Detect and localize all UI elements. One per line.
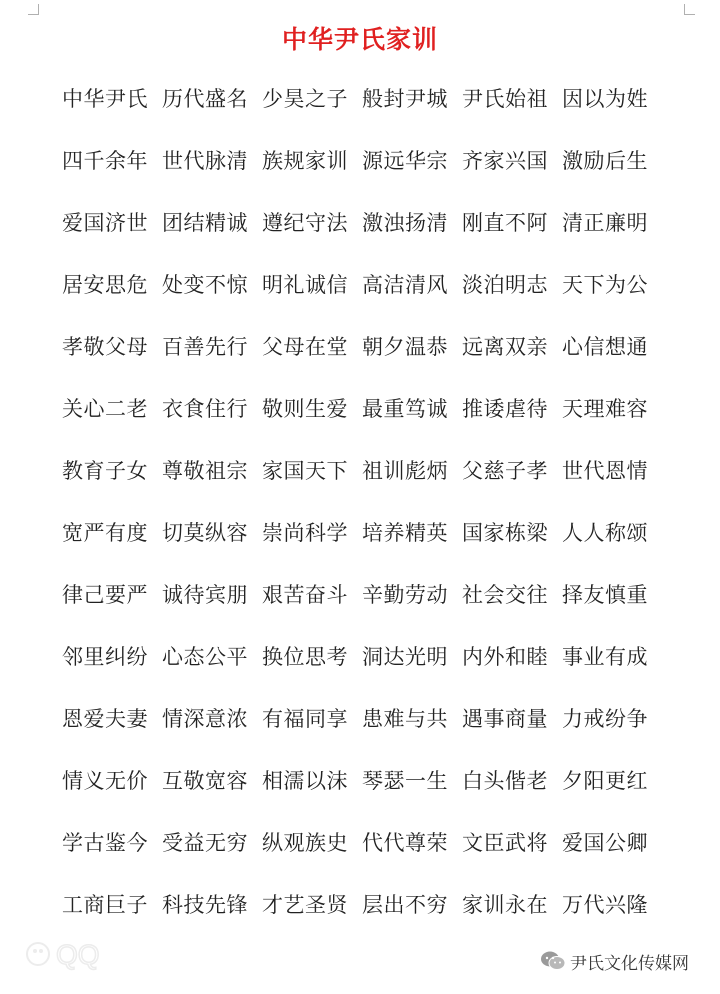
phrase-cell: 心态公平 [162, 645, 248, 669]
phrase-cell: 国家栋梁 [462, 521, 548, 545]
phrase-cell: 齐家兴国 [462, 149, 548, 173]
phrase-cell: 情义无价 [62, 769, 148, 793]
page-corner-mark-right [684, 4, 695, 15]
phrase-cell: 事业有成 [562, 645, 648, 669]
text-row [62, 192, 662, 254]
phrase-cell: 源远华宗 [362, 149, 448, 173]
phrase-cell: 远离双亲 [462, 335, 548, 359]
phrase-cell: 族规家训 [262, 149, 348, 173]
phrase-cell: 崇尚科学 [262, 521, 348, 545]
text-row [62, 564, 662, 626]
phrase-cell: 心信想通 [562, 335, 648, 359]
phrase-cell: 有福同享 [262, 707, 348, 731]
text-row [62, 688, 662, 750]
phrase-cell: 因以为姓 [562, 87, 648, 111]
phrase-cell: 最重笃诚 [362, 397, 448, 421]
phrase-cell: 敬则生爱 [262, 397, 348, 421]
phrase-cell: 培养精英 [362, 521, 448, 545]
phrase-cell: 择友慎重 [562, 583, 648, 607]
phrase-cell: 淡泊明志 [462, 273, 548, 297]
phrase-cell: 学古鉴今 [62, 831, 148, 855]
text-row [62, 440, 662, 502]
phrase-cell: 推诿虐待 [462, 397, 548, 421]
text-row [62, 812, 662, 874]
phrase-cell: 互敬宽容 [162, 769, 248, 793]
watermark-text: 尹氏文化传媒网 [570, 953, 689, 974]
phrase-cell: 世代脉清 [162, 149, 248, 173]
phrase-cell: 内外和睦 [462, 645, 548, 669]
phrase-cell: 律己要严 [62, 583, 148, 607]
phrase-cell: 父母在堂 [262, 335, 348, 359]
phrase-cell: 才艺圣贤 [262, 893, 348, 917]
phrase-cell: 社会交往 [462, 583, 548, 607]
qq-logo-icon [22, 928, 132, 978]
phrase-cell: 高洁清风 [362, 273, 448, 297]
phrase-cell: 天下为公 [562, 273, 648, 297]
page-corner-mark-left [28, 4, 39, 15]
wechat-icon [540, 950, 566, 972]
phrase-cell: 中华尹氏 [62, 87, 148, 111]
phrase-cell: 工商巨子 [62, 893, 148, 917]
phrase-cell: 相濡以沫 [262, 769, 348, 793]
phrase-cell: 恩爱夫妻 [62, 707, 148, 731]
phrase-cell: 居安思危 [62, 273, 148, 297]
phrase-cell: 万代兴隆 [562, 893, 648, 917]
source-watermark [540, 948, 689, 974]
phrase-cell: 父慈子孝 [462, 459, 548, 483]
phrase-cell: 孝敬父母 [62, 335, 148, 359]
phrase-cell: 清正廉明 [562, 211, 648, 235]
phrase-cell: 琴瑟一生 [362, 769, 448, 793]
document-title: 中华尹氏家训 [281, 25, 438, 54]
phrase-cell: 朝夕温恭 [362, 335, 448, 359]
phrase-cell: 夕阳更红 [562, 769, 648, 793]
phrase-cell: 历代盛名 [162, 87, 248, 111]
phrase-cell: 力戒纷争 [562, 707, 648, 731]
phrase-cell: 四千余年 [62, 149, 148, 173]
phrase-cell: 人人称颂 [562, 521, 648, 545]
phrase-cell: 天理难容 [562, 397, 648, 421]
text-row [62, 254, 662, 316]
phrase-cell: 白头偕老 [462, 769, 548, 793]
text-row [62, 750, 662, 812]
phrase-cell: 明礼诚信 [262, 273, 348, 297]
phrase-cell: 诚待宾朋 [162, 583, 248, 607]
text-row [62, 626, 662, 688]
phrase-cell: 激励后生 [562, 149, 648, 173]
phrase-cell: 情深意浓 [162, 707, 248, 731]
phrase-cell: 邻里纠纷 [62, 645, 148, 669]
phrase-cell: 科技先锋 [162, 893, 248, 917]
phrase-cell: 换位思考 [262, 645, 348, 669]
phrase-cell: 纵观族史 [262, 831, 348, 855]
phrase-cell: 艰苦奋斗 [262, 583, 348, 607]
phrase-cell: 激浊扬清 [362, 211, 448, 235]
text-row [62, 68, 662, 130]
phrase-cell: 患难与共 [362, 707, 448, 731]
text-row [62, 874, 662, 936]
phrase-cell: 尊敬祖宗 [162, 459, 248, 483]
phrase-cell: 少昊之子 [262, 87, 348, 111]
phrase-cell: 文臣武将 [462, 831, 548, 855]
phrase-cell: 爱国济世 [62, 211, 148, 235]
phrase-cell: 教育子女 [62, 459, 148, 483]
text-row [62, 378, 662, 440]
phrase-cell: 爱国公卿 [562, 831, 648, 855]
phrase-cell: 处变不惊 [162, 273, 248, 297]
text-row [62, 502, 662, 564]
phrase-cell: 洞达光明 [362, 645, 448, 669]
phrase-cell: 遇事商量 [462, 707, 548, 731]
phrase-cell: 世代恩情 [562, 459, 648, 483]
phrase-cell: 般封尹城 [362, 87, 448, 111]
text-grid [62, 68, 662, 936]
phrase-cell: 辛勤劳动 [362, 583, 448, 607]
phrase-cell: 家国天下 [262, 459, 348, 483]
phrase-cell: 祖训彪炳 [362, 459, 448, 483]
phrase-cell: 衣食住行 [162, 397, 248, 421]
phrase-cell: 切莫纵容 [162, 521, 248, 545]
phrase-cell: 层出不穷 [362, 893, 448, 917]
text-row [62, 316, 662, 378]
phrase-cell: 家训永在 [462, 893, 548, 917]
text-row [62, 130, 662, 192]
phrase-cell: 代代尊荣 [362, 831, 448, 855]
phrase-cell: 宽严有度 [62, 521, 148, 545]
phrase-cell: 关心二老 [62, 397, 148, 421]
phrase-cell: 遵纪守法 [262, 211, 348, 235]
phrase-cell: 团结精诚 [162, 211, 248, 235]
phrase-cell: 尹氏始祖 [462, 87, 548, 111]
phrase-cell: 百善先行 [162, 335, 248, 359]
phrase-cell: 刚直不阿 [462, 211, 548, 235]
qq-mark-text: QQ [56, 939, 100, 970]
phrase-cell: 受益无穷 [162, 831, 248, 855]
